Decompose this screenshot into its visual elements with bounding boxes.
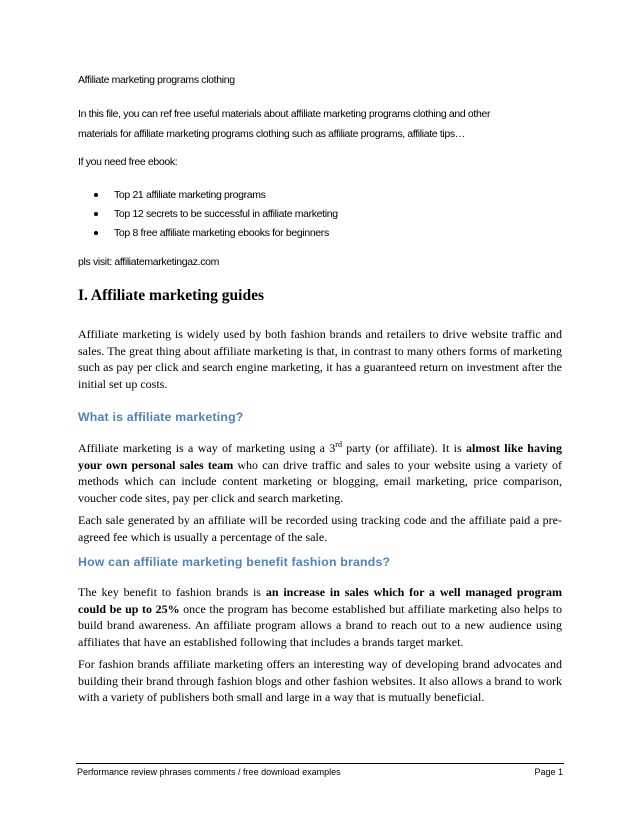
ebook-lead: If you need free ebook: — [78, 156, 178, 168]
section3-heading: How can affiliate marketing benefit fashion brands? — [78, 555, 391, 569]
list-item — [92, 206, 338, 225]
text-run: who can drive traffic and sales to your website using a variety of methods which can include content marketing or blogging, email marketing, price comparison, voucher code sites, pay per click and search marketing. — [78, 457, 562, 505]
visit-link[interactable]: pls visit: affiliatemarketingaz.com — [78, 256, 220, 268]
section3-paragraph-1 — [78, 584, 562, 650]
intro-line-1: In this file, you can ref free useful materials about affiliate marketing programs clothing and other — [78, 108, 491, 120]
text-run: once the program has become established but affiliate marketing also helps to build brand awareness. An affiliate program allows a brand to reach out to a new audience using affiliates that have an established following that includes a brands target market. — [78, 601, 562, 649]
section1-heading: I. Affiliate marketing guides — [78, 287, 264, 304]
list-item — [92, 225, 338, 244]
page-number: Page 1 — [534, 767, 563, 777]
intro-line-2: materials for affiliate marketing programs clothing such as affiliate programs, affiliate tips… — [78, 128, 465, 140]
bullet-icon — [94, 231, 98, 235]
bold-phrase: almost like having your own personal sales team — [78, 441, 562, 472]
bullet-icon — [94, 212, 98, 216]
superscript: rd — [335, 440, 342, 449]
doc-title: Affiliate marketing programs clothing — [78, 74, 235, 86]
text-run: party (or affiliate). It is — [341, 441, 466, 455]
footer-text: Performance review phrases comments / free download examples — [77, 767, 341, 777]
section2-paragraph-1 — [78, 440, 562, 506]
bullet-icon — [94, 193, 98, 197]
footer-divider — [76, 763, 564, 764]
section1-paragraph: Affiliate marketing is widely used by both fashion brands and retailers to drive website traffic and sales. The great thing about affiliate marketing is that, in contrast to many others forms of marketing such as pay per click and search engine marketing, it has a guaranteed return on investment after the initial set up costs. — [78, 327, 562, 391]
bold-phrase: an increase in sales which for a well managed program could be up to 25% — [78, 585, 562, 616]
ebook-list — [92, 187, 338, 244]
ebook-item-label: Top 12 secrets to be successful in affiliate marketing — [114, 208, 338, 220]
text-run: The key benefit to fashion brands is — [78, 585, 266, 599]
section2-paragraph-2: Each sale generated by an affiliate will be recorded using tracking code and the affiliate paid a pre-agreed fee which is usually a percentage of the sale. — [78, 513, 562, 544]
text-run: Affiliate marketing is a way of marketing using a 3 — [78, 441, 336, 455]
list-item — [92, 187, 338, 206]
ebook-item-label: Top 21 affiliate marketing programs — [114, 189, 266, 201]
ebook-item-label: Top 8 free affiliate marketing ebooks for beginners — [114, 227, 329, 239]
section3-paragraph-2: For fashion brands affiliate marketing offers an interesting way of developing brand advocates and building their brand through fashion blogs and other fashion websites. It also allows a brand to work with a variety of publishers both small and large in a way that is mutually beneficial. — [78, 657, 562, 705]
section2-heading: What is affiliate marketing? — [78, 410, 244, 424]
